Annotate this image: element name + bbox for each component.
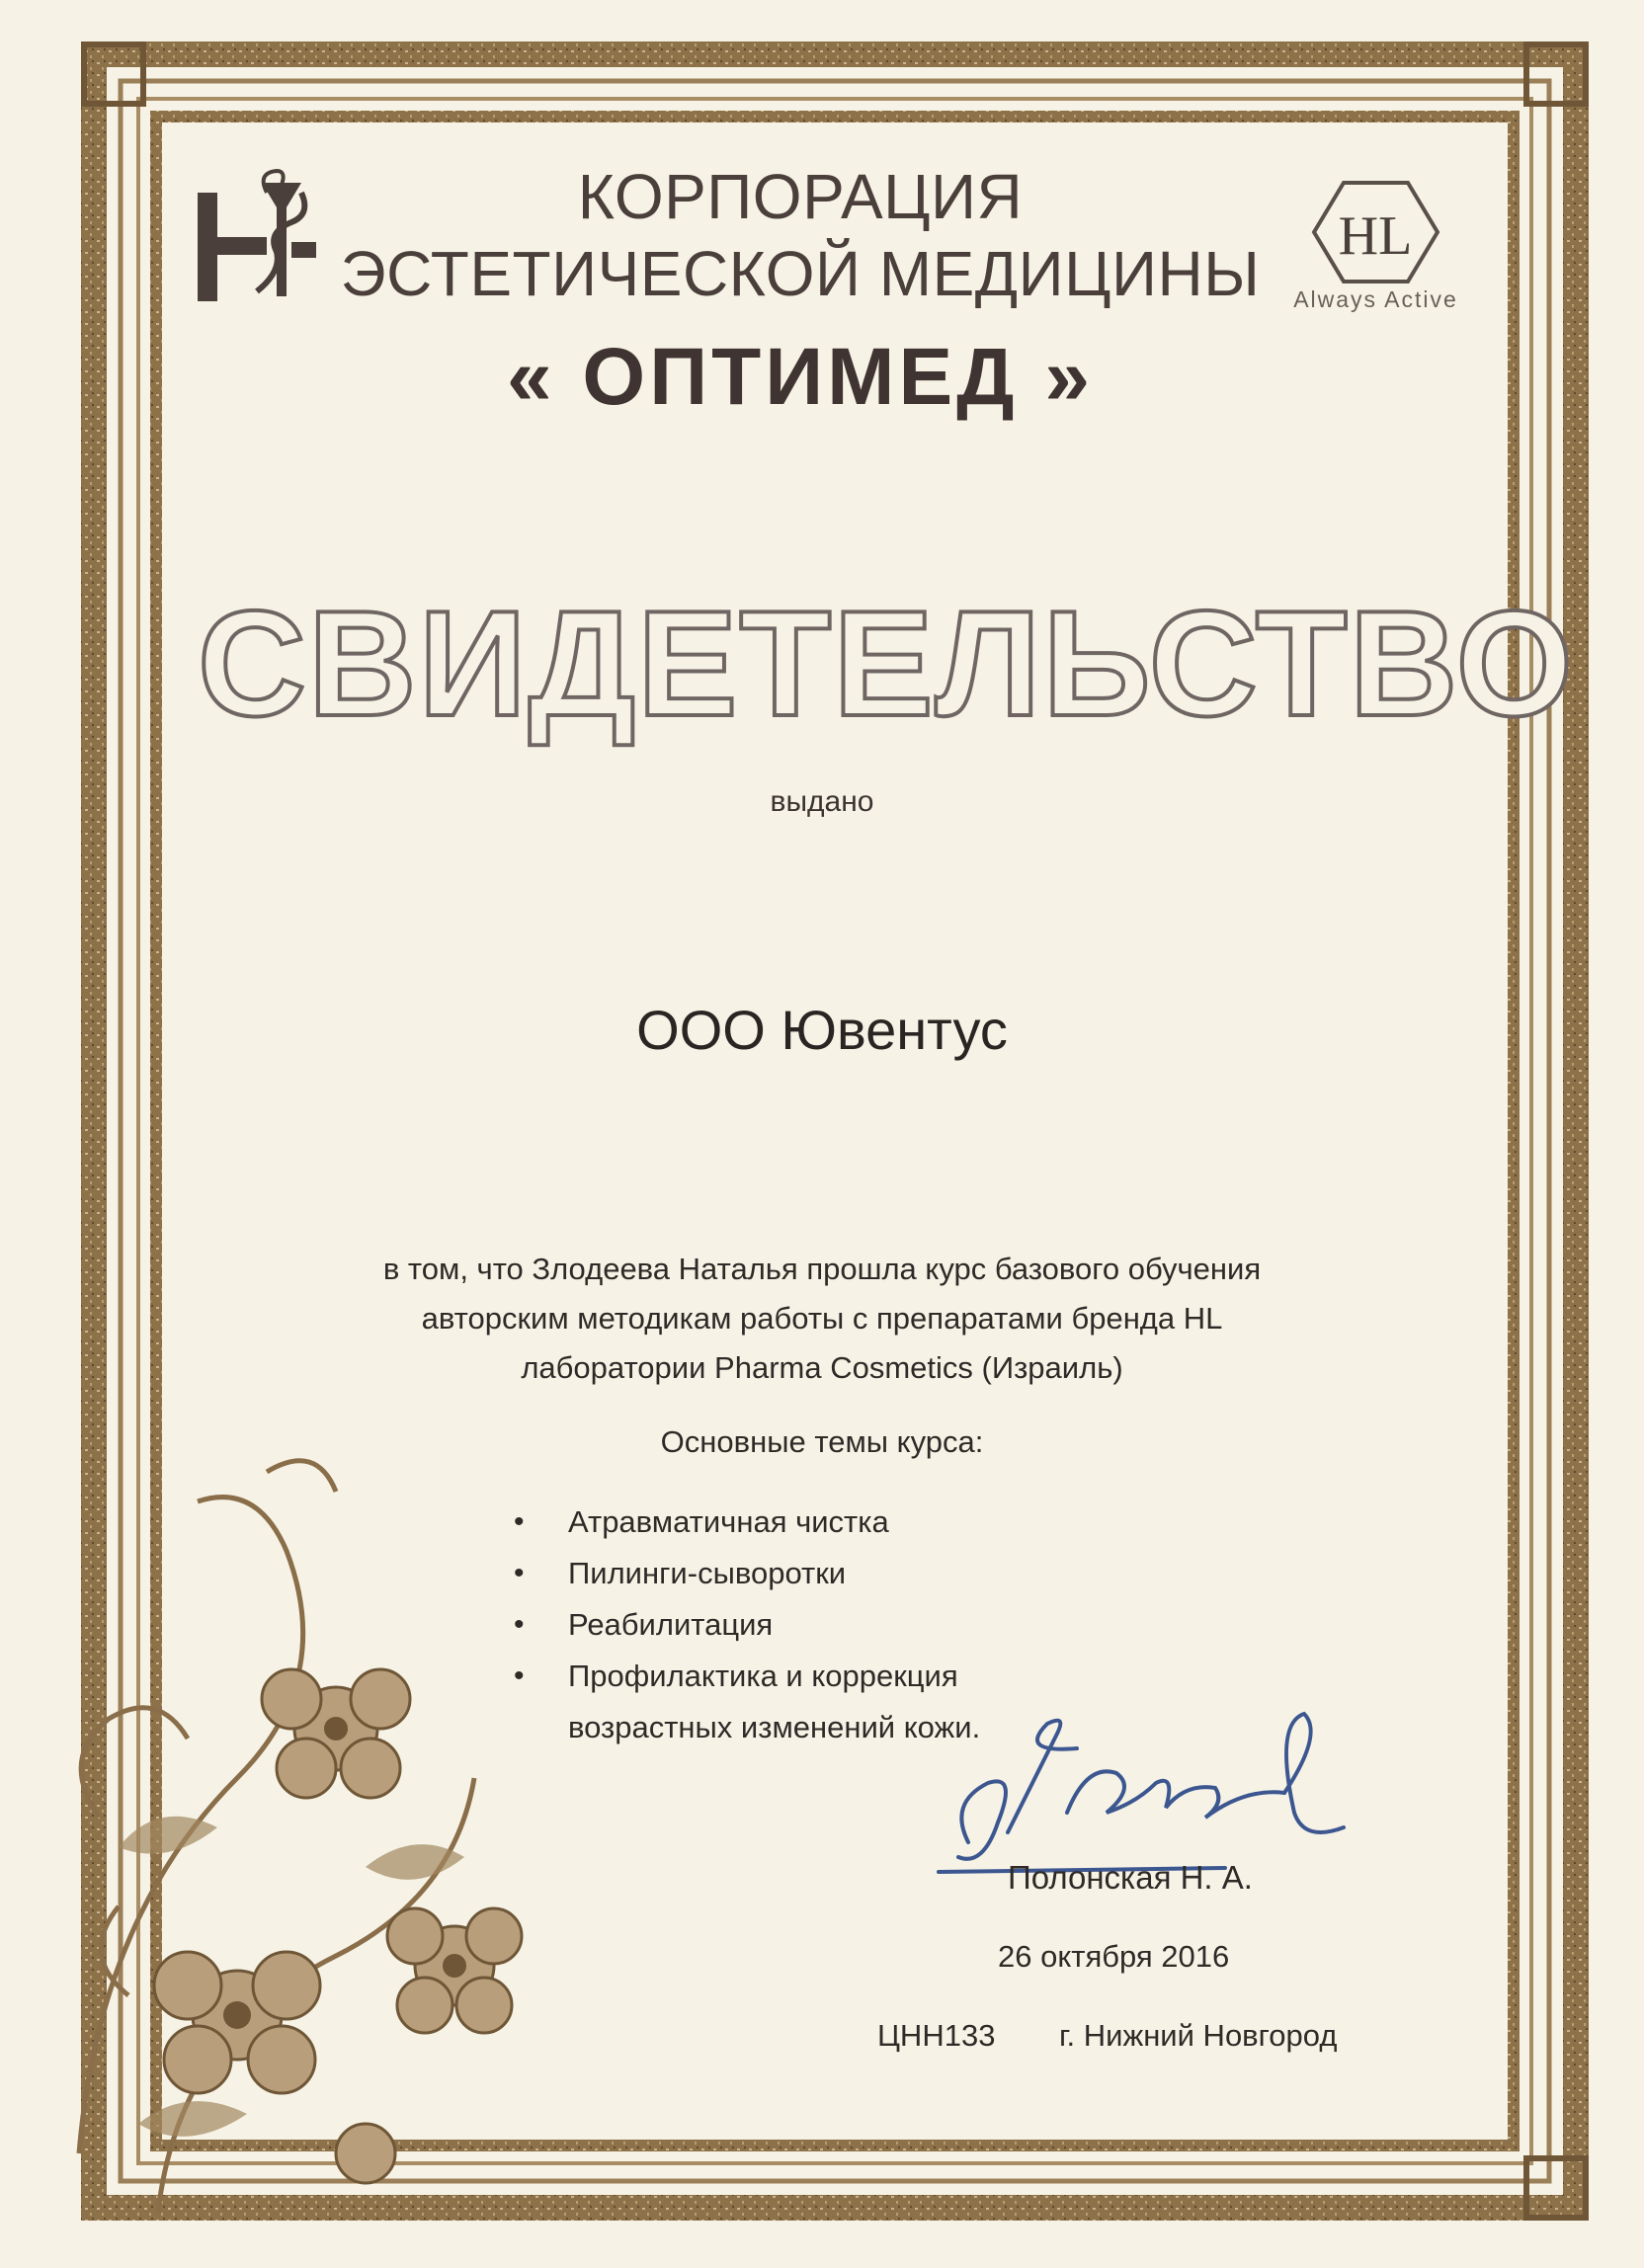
issue-date: 26 октября 2016 <box>998 1939 1230 1974</box>
corporation-line-1: КОРПОРАЦИЯ <box>577 161 1024 232</box>
signature-icon <box>929 1694 1373 1882</box>
topic-label: Атравматичная чистка <box>568 1504 889 1539</box>
hl-logo-text: HL <box>1338 205 1413 267</box>
certificate-code: ЦНН133 <box>877 2018 996 2053</box>
caduceus-logo-icon <box>193 163 326 316</box>
topic-label: Пилинги-сыворотки <box>568 1556 847 1590</box>
topic-label: Реабилитация <box>568 1607 774 1642</box>
certificate-title: СВИДЕТЕЛЬСТВО <box>198 580 1575 748</box>
topic-label: Профилактика и коррекция <box>568 1659 958 1693</box>
certificate-body <box>247 1245 1397 1393</box>
floral-ornament-icon <box>40 1403 652 2252</box>
body-line: лаборатории Pharma Cosmetics (Израиль) <box>521 1350 1123 1385</box>
body-line: в том, что Злодеева Наталья прошла курс базового обучения <box>382 1252 1262 1286</box>
issued-label: выдано <box>770 785 874 818</box>
corporation-title <box>336 158 1265 312</box>
corporation-name: « ОПТИМЕД » <box>507 332 1094 422</box>
issue-city: г. Нижний Новгород <box>1059 2018 1338 2053</box>
signer-name: Полонская Н. А. <box>1008 1859 1253 1896</box>
corporation-line-2: ЭСТЕТИЧЕСКОЙ МЕДИЦИНЫ <box>340 238 1261 309</box>
hl-tagline: Always Active <box>1293 286 1458 312</box>
body-line: авторским методикам работы с препаратами бренда HL <box>421 1301 1223 1336</box>
topic-label-continuation: возрастных изменений кожи. <box>568 1710 981 1744</box>
topics-heading: Основные темы курса: <box>660 1424 984 1459</box>
recipient-name: ООО Ювентус <box>636 999 1008 1061</box>
